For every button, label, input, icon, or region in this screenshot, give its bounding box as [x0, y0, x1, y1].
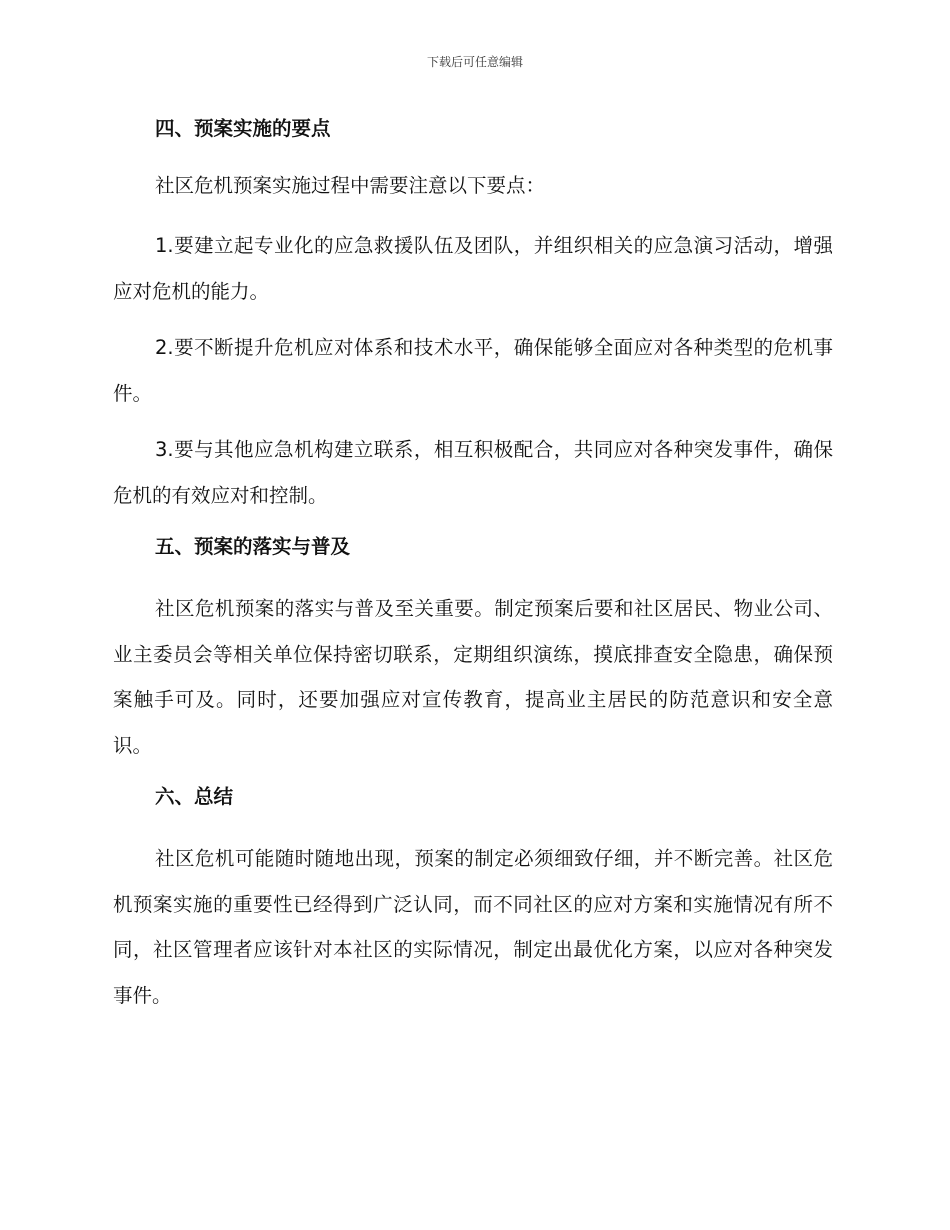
section-body-paragraph: 社区危机可能随时随地出现，预案的制定必须细致仔细，并不断完善。社区危机预案实施的重要性已经得到广泛认同，而不同社区的应对方案和实施情况有所不同，社区管理者应该针对本社区的实际情况，制定出最优化方案，以应对各种突发事件。 — [113, 847, 833, 1007]
section-heading-implementation-popularization: 五、预案的落实与普及 — [155, 535, 351, 558]
list-item: 2.要不断提升危机应对体系和技术水平，确保能够全面应对各种类型的危机事件。 — [113, 336, 833, 405]
document-body — [113, 111, 833, 1029]
section-body-paragraph: 社区危机预案的落实与普及至关重要。制定预案后要和社区居民、物业公司、业主委员会等相关单位保持密切联系，定期组织演练，摸底排查安全隐患，确保预案触手可及。同时，还要加强应对宣传教育，提高业主居民的防范意识和安全意识。 — [113, 597, 833, 757]
list-item: 1.要建立起专业化的应急救援队伍及团队，并组织相关的应急演习活动，增强应对危机的能力。 — [113, 234, 833, 303]
section-intro-paragraph: 社区危机预案实施过程中需要注意以下要点： — [155, 174, 546, 197]
page-header-note: 下载后可任意编辑 — [426, 55, 523, 69]
section-heading-summary: 六、总结 — [155, 785, 234, 808]
list-item: 3.要与其他应急机构建立联系，相互积极配合，共同应对各种突发事件，确保危机的有效应对和控制。 — [113, 438, 833, 507]
section-heading-implementation-points: 四、预案实施的要点 — [155, 117, 331, 140]
